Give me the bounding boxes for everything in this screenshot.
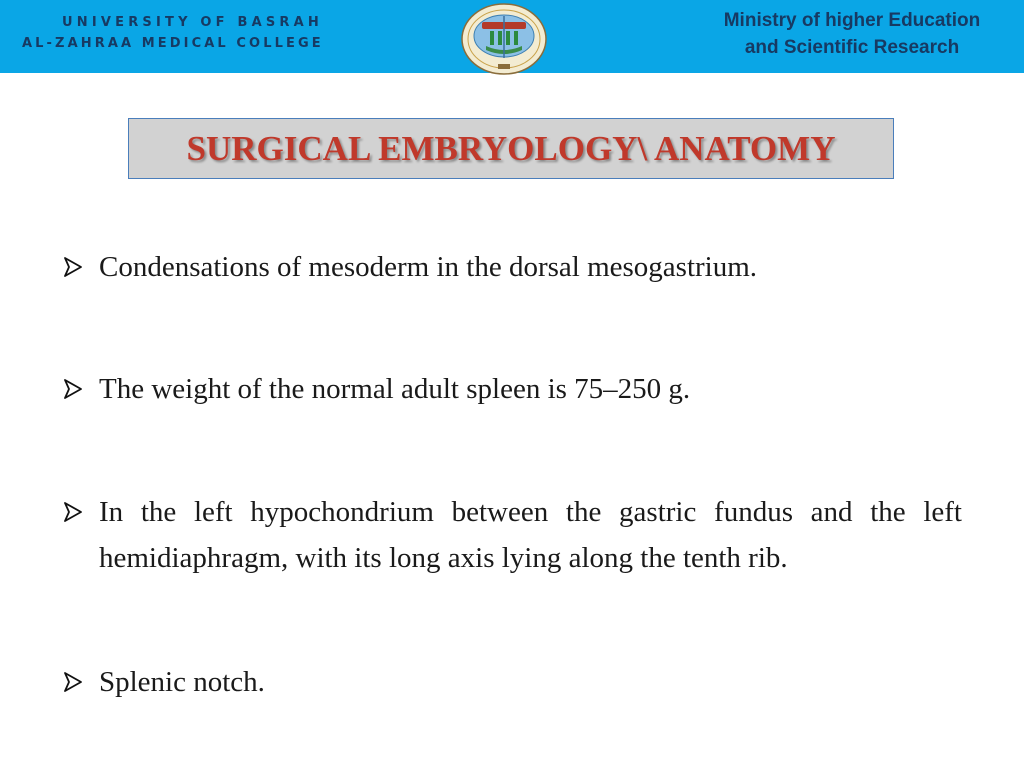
bullet-text: The weight of the normal adult spleen is 75–250 g. [99, 373, 691, 405]
arrow-bullet-icon [62, 378, 84, 400]
bullet-item [62, 244, 962, 290]
college-seal-icon [460, 2, 548, 76]
university-name: UNIVERSITY OF BASRAH [62, 15, 323, 30]
ministry-name [702, 7, 1002, 61]
bullet-item [62, 659, 962, 705]
slide-title: SURGICAL EMBRYOLOGY\ ANATOMY [186, 128, 836, 168]
bullet-item [62, 366, 962, 412]
arrow-bullet-icon [62, 256, 84, 278]
arrow-bullet-icon [62, 671, 84, 693]
college-name: AL-ZAHRAA MEDICAL COLLEGE [22, 36, 324, 51]
bullet-item [62, 489, 962, 581]
bullet-text: In the left hypochondrium between the gastric fundus and the left hemidiaphragm, with its long axis lying along the tenth rib. [99, 496, 962, 574]
ministry-line-1: Ministry of higher Education [723, 10, 981, 31]
bullet-text: Condensations of mesoderm in the dorsal mesogastrium. [99, 251, 758, 283]
bullet-text: Splenic notch. [99, 666, 265, 698]
slide-title-box [128, 118, 894, 179]
header-banner [0, 0, 1024, 73]
ministry-line-2: and Scientific Research [744, 37, 960, 58]
arrow-bullet-icon [62, 501, 84, 523]
